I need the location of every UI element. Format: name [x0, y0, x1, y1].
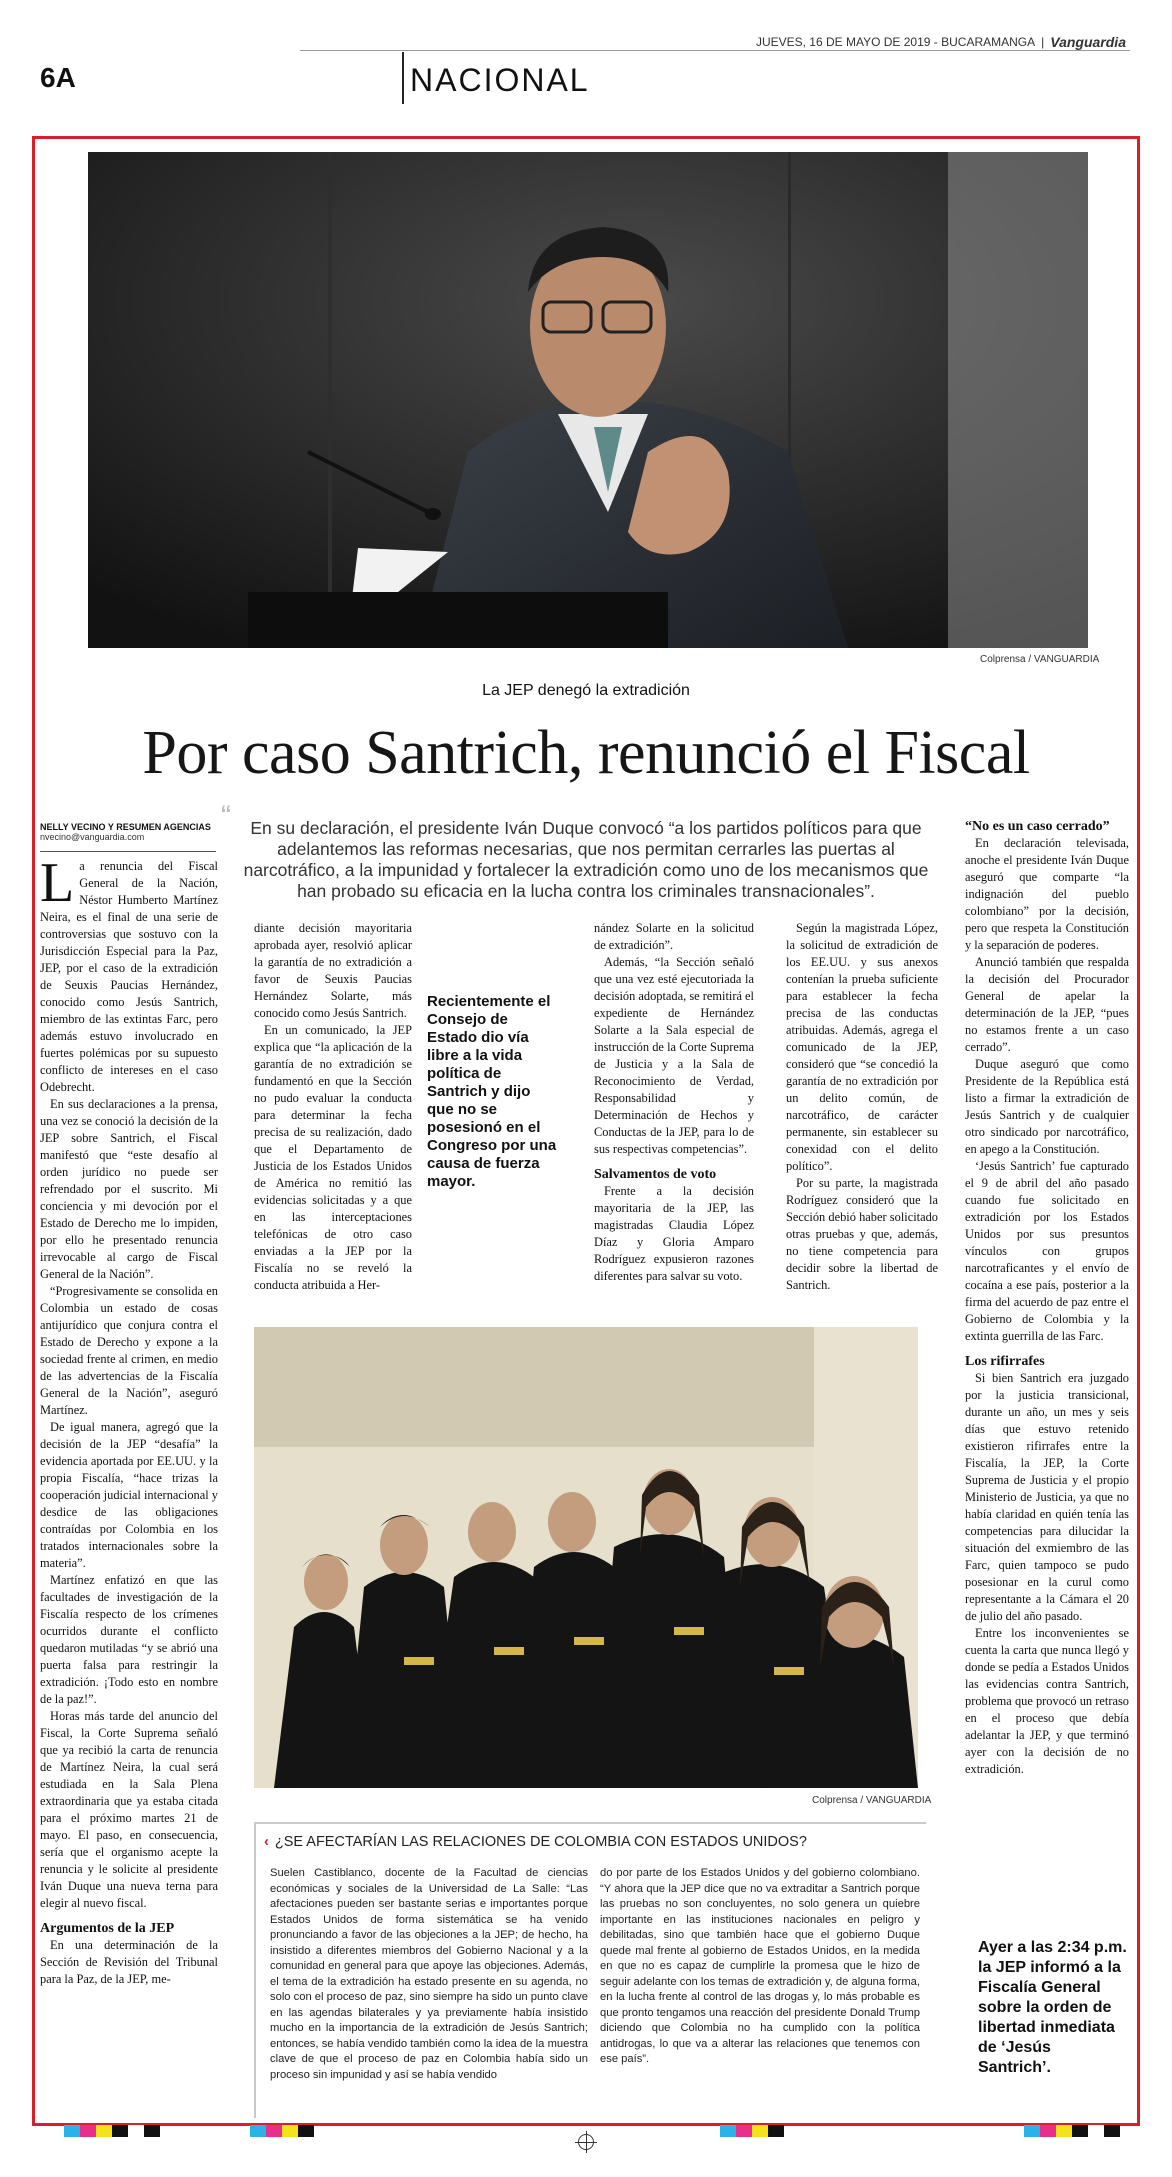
chevron-left-icon: ‹	[264, 1834, 269, 1850]
col5-paragraph: ‘Jesús Santrich’ fue capturado el 9 de abril del año pasado cuando fue solicitado en extradición por los Estados Unidos por sus presuntos vínculos con grupos narcotraficantes y el envío de cocaína a ese país, posterior a la firma del acuerdo de paz entre el Gobierno de Colombia y la extinta guerrilla de las Farc.	[965, 1159, 1129, 1343]
magistrates-photo	[254, 1327, 918, 1788]
col1-paragraph: De igual manera, agregó que la decisión de la JEP “desafía” la evidencia aportada por EE.UU. y la propia Fiscalía, “hace trizas la cooperación judicial internacional y desdice de las obligaciones contraídas por Colombia en los tratados internacionales sobre la materia”.	[40, 1420, 218, 1570]
kicker: La JEP denegó la extradición	[482, 682, 690, 699]
byline-author: NELLY VECINO Y RESUMEN AGENCIAS	[40, 822, 211, 832]
byline-email: nvecino@vanguardia.com	[40, 832, 145, 842]
box-left-rule	[254, 1822, 256, 2118]
article-column-4	[786, 920, 938, 1294]
registration-strip-right	[1024, 2125, 1120, 2137]
col1-paragraph: En sus declaraciones a la prensa, una vez se conoció la decisión de la JEP sobre Santrich, el Fiscal manifestó que “este desafío al orden jurídico no puede ser refrendado por el suscrito. Mi conciencia y mi devoción por el Estado de Derecho me lo impiden, por ello he presentado renuncia irrevocable al cargo de Fiscal General de la Nación”.	[40, 1097, 218, 1281]
col5-paragraph: Entre los inconvenientes se cuenta la carta que nunca llegó y donde se pedía a Estados Unidos las evidencias contra Santrich, problema que provocó un retraso en el proceso que debía adelantar la JEP, y que terminó ayer con la decisión de no extradición.	[965, 1626, 1129, 1776]
col1-paragraph: Horas más tarde del anuncio del Fiscal, la Corte Suprema señaló que ya recibió la carta de renuncia de Martínez Neira, la cual será estudiada en la Sala Plena extraordinaria que ya estaba citada para el próximo martes 21 de mayo. El paso, en consecuencia, sería que el organismo acepte la renuncia y le solicite al presidente Iván Duque una nueva terna para elegir al nuevo fiscal.	[40, 1709, 218, 1910]
box-text-left: Suelen Castiblanco, docente de la Facultad de ciencias económicas y sociales de la Universidad de La Salle: “Las afectaciones pueden ser bastante serias e importantes porque Estados Unidos de forma sistemática se ha venido pronunciando a favor de las objeciones a la JEP; de hecho, ha insistido a diferentes miembros del Gobierno Nacional y a la comunidad en general para que apoye las objeciones. Además, el tema de la extradición ha estado presente en su agenda, no solo con el proceso de paz, sino siempre ha sido un punto clave en las agendas bilaterales y ya previamente había insistido mucho en la importancia de la extradición de Jesús Santrich; entonces, se había vendido también como la idea de la muestra clave de que el proceso de paz en Colombia había sido un proceso sin impunidad y así se había vendido	[270, 1867, 588, 2081]
box-text-right: do por parte de los Estados Unidos y del gobierno colombiano. “Y ahora que la JEP dice que no va extraditar a Santrich porque las pruebas no son concluyentes, no solo genera un quiebre importante en las instituciones nacionales en peligro y debilitadas, sino que también hace que el gobierno Duque quede mal frente al gobierno de Estados Unidos, en la medida en que no es capaz de cumplirle la promesa que le hizo de seguir adelante con los temas de extradición y, de alguna forma, en la lucha frente al control de las drogas y, lo más probable es que pronto tengamos una reacción del presidente Donald Trump diciendo que Colombia no ha cumplido con la política antidrogas, lo que va a alterar las relaciones que tenemos con ese país”.	[600, 1867, 920, 2065]
main-photo	[88, 152, 1088, 648]
registration-strip-mid-left	[250, 2125, 314, 2137]
article-column-1	[40, 852, 218, 1988]
dateline	[756, 34, 1126, 50]
col5-paragraph: Duque aseguró que como Presidente de la República está listo a firmar la extradición de Jesús Santrich y de cualquier otro sindicado por narcotráfico, en apego a la Constitución.	[965, 1057, 1129, 1156]
section-divider	[402, 52, 404, 104]
col4-paragraph: Según la magistrada López, la solicitud de extradición de los EE.UU. y sus anexos contenían la prueba suficiente para establecer la fecha precisa de las conductas atribuidas. Además, agrega el comunicado de la JEP, consideró que “se concedió la garantía de no extradición por un delito común, de narcotráfico, de carácter permanente, sin establecer su conexidad con el delito político”.	[786, 921, 938, 1173]
col2-paragraph: En un comunicado, la JEP explica que “la aplicación de la garantía de no extradición se fundamentó en que la Sección no pudo evaluar la conducta para determinar la fecha precisa de su realización, dado que el Departamento de Justicia de los Estados Unidos de América no remitió las evidencias solicitadas y a que en las interceptaciones telefónicas de otro caso enviadas a la JEP por la Fiscalía no se reveló la conducta atribuida a Her-	[254, 1023, 412, 1292]
box-title	[264, 1834, 924, 1850]
registration-crosshair-icon	[578, 2134, 594, 2150]
col4-paragraph: Por su parte, la magistrada Rodríguez consideró que la Sección debió haber solicitado otras pruebas y que, además, no tiene competencia para decidir sobre la libertad de Santrich.	[786, 1176, 938, 1292]
page-number: 6A	[40, 62, 76, 93]
article-column-2	[254, 920, 412, 1294]
box-top-rule	[254, 1822, 926, 1824]
side-quote: Recientemente el Consejo de Estado dio vía libre a la vida política de Santrich y dijo que no se posesionó en el Congreso por una causa de fuerza mayor.	[427, 993, 557, 1190]
col1-paragraph: a renuncia del Fiscal General de la Nación, Néstor Humberto Martínez Neira, es el final de una serie de controversias que sostuvo con la Jurisdicción Especial para la Paz, JEP, por el caso de la extradición de Seuxis Paucias Hernández, conocido como Jesús Santrich, miembro de las extintas Farc, pero además estuvo involucrado en fuertes polémicas por su supuesto conflicto de intereses en el caso Odebrecht.	[40, 859, 218, 1094]
article-column-5	[965, 818, 1129, 1778]
col5-paragraph: Anunció también que respalda la decisión del Procurador General de apelar la determinación de la JEP, “pues no estamos frente a un caso cerrado”.	[965, 955, 1129, 1054]
photo-credit-top: Colprensa / VANGUARDIA	[980, 654, 1100, 665]
registration-strip-left	[64, 2125, 160, 2137]
magistrates-photo-illustration	[254, 1327, 918, 1788]
brand-separator: |	[1041, 35, 1045, 49]
registration-strip-mid-right	[720, 2125, 784, 2137]
section-name: NACIONAL	[410, 62, 590, 98]
col5-paragraph: Si bien Santrich era juzgado por la justicia transicional, durante un año, un mes y seis días que estuvo retenido existieron rifirrafes entre la Fiscalía, la JEP, la Corte Suprema de Justicia y el propio Ministerio de Justicia, ya que no había claridad en quién tenía las competencias para dilucidar la situación del exmiembro de las Farc, quien tampoco se pudo posesionar en la curul como representante a la Cámara el 20 de julio del año pasado.	[965, 1371, 1129, 1623]
subhead-no-es-caso-cerrado: “No es un caso cerrado”	[965, 819, 1110, 834]
pull-quote-text: En su declaración, el presidente Iván Duque convocó “a los partidos políticos para que adelantemos las reformas necesarias, que nos permitan cerrarles las puertas al narcotráfico, a la impunidad y fortalecer la extradición como uno de los mecanismos que han probado su eficacia en la lucha contra los criminales transnacionales”.	[243, 818, 929, 901]
header-rule	[300, 50, 1130, 51]
byline	[40, 822, 216, 842]
col1-paragraph: “Progresivamente se consolida en Colombia un estado de cosas antijurídico que conjura contra el Estado de Derecho y expone a la sociedad frente al crimen, en medio de las advertencias de la Fiscalía General de la Nación”, aseguró Martínez.	[40, 1284, 218, 1417]
col3-paragraph: nández Solarte en la solicitud de extradición”.	[594, 921, 754, 952]
col2-paragraph: diante decisión mayoritaria aprobada ayer, resolvió aplicar la garantía de no extradición a favor de Seuxis Paucias Hernández Solarte, más conocido como Jesús Santrich.	[254, 921, 412, 1020]
date-text: JUEVES, 16 DE MAYO DE 2019 - BUCARAMANGA	[755, 35, 1036, 49]
main-photo-illustration	[88, 152, 1088, 648]
subhead-salvamentos: Salvamentos de voto	[594, 1167, 717, 1182]
col3-paragraph: Frente a la decisión mayoritaria de la JEP, las magistradas Claudia López Díaz y Gloria Amparo Rodríguez expusieron razones diferentes para salvar su voto.	[594, 1184, 754, 1283]
subhead-argumentos: Argumentos de la JEP	[40, 1921, 175, 1936]
bottom-quote: Ayer a las 2:34 p.m. la JEP informó a la Fiscalía General sobre la orden de libertad inmediata de ‘Jesús Santrich’.	[978, 1939, 1127, 2076]
box-title-text: ¿SE AFECTARÍAN LAS RELACIONES DE COLOMBIA CON ESTADOS UNIDOS?	[274, 1834, 807, 1850]
col1-paragraph: En una determinación de la Sección de Revisión del Tribunal para la Paz, de la JEP, me-	[40, 1938, 218, 1986]
col5-paragraph: En declaración televisada, anoche el presidente Iván Duque aseguró que comparte “la indignación del pueblo colombiano” por la decisión, pero que respeta la Constitución y la separación de poderes.	[965, 836, 1129, 952]
quote-mark-icon: “	[221, 800, 231, 833]
article-column-3	[594, 920, 754, 1285]
pull-quote	[221, 800, 929, 902]
col3-paragraph: Además, “la Sección señaló que una vez esté ejecutoriada la decisión adoptada, se remitirá el expediente de Hernández Solarte a la Sala especial de instrucción de la Corte Suprema de Justicia y a la Sala de Reconocimiento de Verdad, Responsabilidad y Determinación de Hechos y Conductas de la JEP, para lo de sus respectivas competencias”.	[594, 955, 754, 1156]
photo-credit-bottom: Colprensa / VANGUARDIA	[812, 1795, 932, 1806]
drop-cap: L	[40, 852, 75, 914]
col1-paragraph: Martínez enfatizó en que las facultades de investigación de la Fiscalía respecto de los crímenes ocurridos durante el conflicto quedaron mutiladas “y se abrió una puerta falsa para restringir la extradición. ¡Todo esto en nombre de la paz!”.	[40, 1573, 218, 1706]
headline: Por caso Santrich, renunció el Fiscal	[142, 719, 1030, 787]
brand-name: Vanguardia	[1050, 34, 1126, 50]
subhead-rifirrafes: Los rifirrafes	[965, 1354, 1045, 1369]
page-header	[0, 0, 1172, 120]
